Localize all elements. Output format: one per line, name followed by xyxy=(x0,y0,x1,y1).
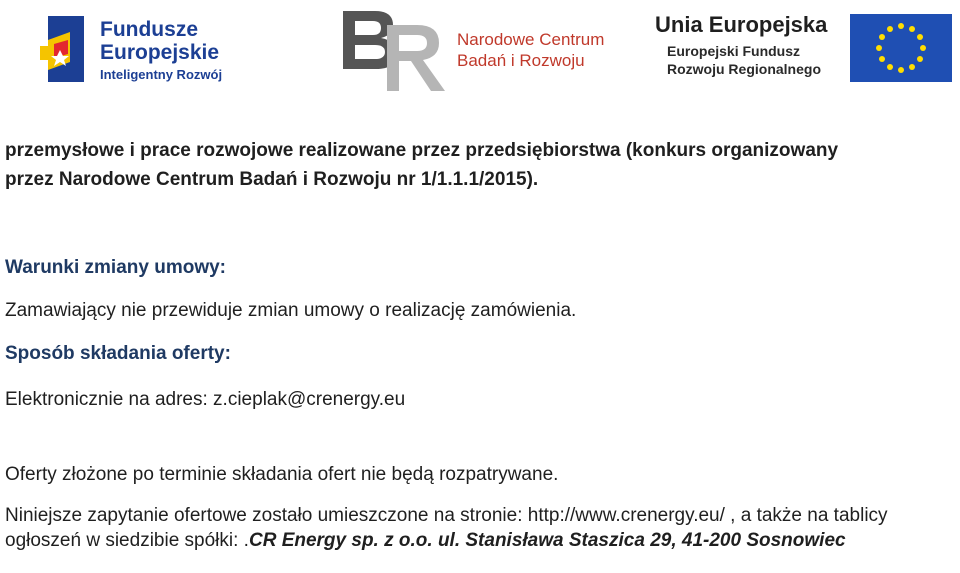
ncbr-line1: Narodowe Centrum xyxy=(457,30,605,49)
intro-line-1: przemysłowe i prace rozwojowe realizowane przez przedsiębiorstwa (konkurs organizowany xyxy=(5,140,839,161)
eu-flag-icon xyxy=(850,14,952,82)
fundusze-europejskie-mark-icon xyxy=(40,10,90,88)
fe-line2: Europejskie xyxy=(100,41,220,64)
ncbr-br-mark-icon xyxy=(335,3,450,95)
fe-line1: Fundusze xyxy=(100,18,198,41)
ue-line1: Europejski Fundusz xyxy=(667,43,801,59)
ncbr-logo xyxy=(335,3,605,95)
fundusze-europejskie-name xyxy=(100,18,219,64)
heading-submission-method: Sposób składania oferty: xyxy=(5,343,231,364)
published-line-2-prefix: ogłoszeń w siedzibie spółki: . xyxy=(5,530,249,551)
fundusze-europejskie-logo xyxy=(40,10,240,90)
heading-contract-changes: Warunki zmiany umowy: xyxy=(5,257,226,278)
ue-fund-name xyxy=(667,42,821,78)
unia-europejska-logo xyxy=(655,12,955,87)
ncbr-name xyxy=(457,29,604,71)
intro-line-2: przez Narodowe Centrum Badań i Rozwoju nr 1/1.1.1/2015). xyxy=(5,169,539,190)
ue-title: Unia Europejska xyxy=(655,12,828,37)
ncbr-line2: Badań i Rozwoju xyxy=(457,51,585,70)
company-address: CR Energy sp. z o.o. ul. Stanisława Staszica 29, 41-200 Sosnowiec xyxy=(248,530,846,551)
late-offers-text: Oferty złożone po terminie składania ofert nie będą rozpatrywane. xyxy=(5,464,559,485)
published-line-1: Niniejsze zapytanie ofertowe zostało umieszczone na stronie: http://www.crenergy.eu/ , a także na tablicy xyxy=(5,505,888,526)
contract-changes-text: Zamawiający nie przewiduje zmian umowy o realizację zamówienia. xyxy=(5,300,577,321)
fe-subtitle: Inteligentny Rozwój xyxy=(100,67,223,82)
ue-line2: Rozwoju Regionalnego xyxy=(667,61,821,77)
published-line-2 xyxy=(5,526,925,555)
logo-bar xyxy=(0,0,960,100)
document-body xyxy=(5,136,925,555)
submission-text: Elektronicznie na adres: z.cieplak@crenergy.eu xyxy=(5,389,406,410)
